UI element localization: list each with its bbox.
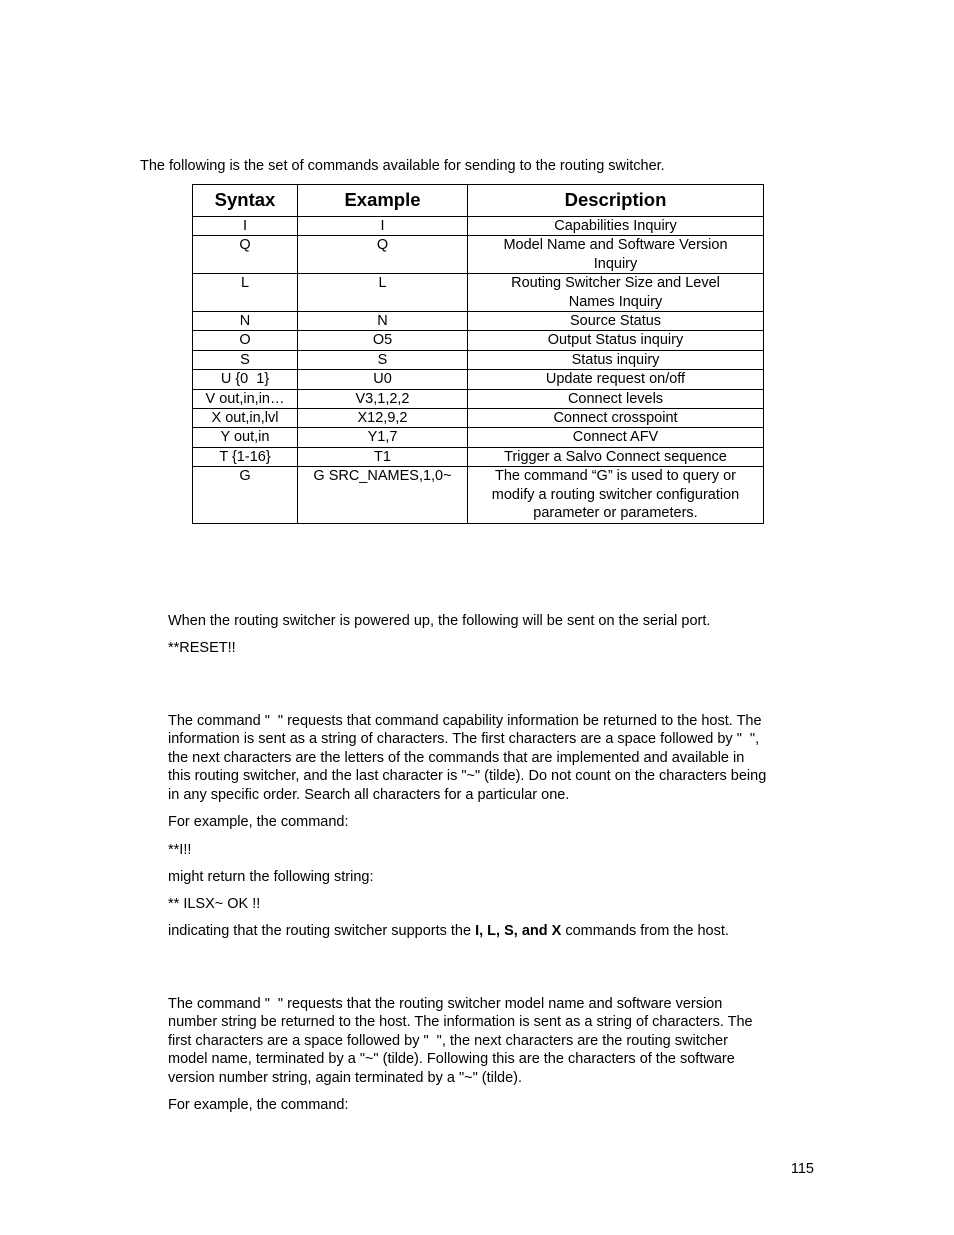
table-row [193, 331, 764, 350]
syntax-cell: V out,in,in… [193, 389, 298, 408]
capability-example-intro: For example, the command: [168, 814, 349, 830]
table-row [193, 409, 764, 428]
syntax-cell: N [193, 312, 298, 331]
description-cell: The command “G” is used to query or modify a routing switcher configuration parameter or parameters. [468, 467, 764, 523]
example-cell: X12,9,2 [298, 409, 468, 428]
model-line-3: first characters are a space followed by " ", the next characters are the routing switcher [168, 1032, 728, 1049]
syntax-cell: Y out,in [193, 428, 298, 447]
model-line-5: version number string, again terminated by a "~" (tilde). [168, 1069, 523, 1086]
table-row [193, 447, 764, 466]
table-row [193, 370, 764, 389]
capability-line-4: this routing switcher, and the last character is "~" (tilde). Do not count on the characters being [168, 768, 767, 785]
example-cell: N [298, 312, 468, 331]
description-cell: Connect crosspoint [468, 409, 764, 428]
table-row [193, 467, 764, 523]
example-cell: O5 [298, 331, 468, 350]
syntax-cell: G [193, 467, 298, 523]
capability-line-2: information is sent as a string of characters. The first characters are a space followed by " ", [168, 731, 760, 748]
model-line-1: The command " " requests that the routing switcher model name and software version [168, 996, 723, 1012]
column-header-syntax: Syntax [193, 185, 298, 217]
description-cell: Update request on/off [468, 370, 764, 389]
description-cell: Output Status inquiry [468, 331, 764, 350]
table-row [193, 312, 764, 331]
description-cell: Connect levels [468, 389, 764, 408]
description-cell: Connect AFV [468, 428, 764, 447]
syntax-cell: O [193, 331, 298, 350]
example-cell: I [298, 217, 468, 236]
capability-conclusion [168, 922, 729, 940]
conclusion-bold: I, L, S, and X [475, 923, 562, 939]
description-cell: Source Status [468, 312, 764, 331]
model-paragraph [168, 995, 753, 1087]
capability-return-intro: might return the following string: [168, 869, 374, 885]
table-row [193, 217, 764, 236]
example-cell: Q [298, 236, 468, 274]
capability-response: ** ILSX~ OK !! [168, 896, 261, 912]
description-cell: Trigger a Salvo Connect sequence [468, 447, 764, 466]
column-header-example: Example [298, 185, 468, 217]
description-cell: Capabilities Inquiry [468, 217, 764, 236]
syntax-cell: I [193, 217, 298, 236]
example-cell: G SRC_NAMES,1,0~ [298, 467, 468, 523]
model-line-4: model name, terminated by a "~" (tilde). Following this are the characters of the software [168, 1051, 735, 1068]
example-cell: U0 [298, 370, 468, 389]
example-cell: L [298, 274, 468, 312]
table-row [193, 350, 764, 369]
example-cell: V3,1,2,2 [298, 389, 468, 408]
example-cell: Y1,7 [298, 428, 468, 447]
model-example-intro: For example, the command: [168, 1097, 349, 1113]
column-header-description: Description [468, 185, 764, 217]
capability-line-3: the next characters are the letters of the commands that are implemented and available in [168, 749, 745, 766]
conclusion-suffix: commands from the host. [561, 923, 729, 939]
description-cell: Routing Switcher Size and Level Names Inquiry [468, 274, 764, 312]
example-cell: S [298, 350, 468, 369]
capability-command: **I!! [168, 842, 192, 858]
description-cell: Model Name and Software Version Inquiry [468, 236, 764, 274]
table-row [193, 428, 764, 447]
table-row [193, 389, 764, 408]
capability-line-5: in any specific order. Search all characters for a particular one. [168, 786, 570, 803]
syntax-cell: X out,in,lvl [193, 409, 298, 428]
commands-table [192, 184, 764, 524]
table-header-row [193, 185, 764, 217]
reset-code: **RESET!! [168, 640, 236, 656]
syntax-cell: L [193, 274, 298, 312]
example-cell: T1 [298, 447, 468, 466]
conclusion-prefix: indicating that the routing switcher supports the [168, 923, 476, 939]
capability-paragraph [168, 712, 766, 804]
table-row [193, 236, 764, 274]
syntax-cell: U {0 1} [193, 370, 298, 389]
model-line-2: number string be returned to the host. The information is sent as a string of characters. The [168, 1014, 753, 1031]
capability-line-1: The command " " requests that command capability information be returned to the host. The [168, 713, 762, 729]
power-up-text: When the routing switcher is powered up, the following will be sent on the serial port. [168, 613, 711, 629]
table-row [193, 274, 764, 312]
syntax-cell: T {1-16} [193, 447, 298, 466]
syntax-cell: Q [193, 236, 298, 274]
intro-text: The following is the set of commands available for sending to the routing switcher. [140, 158, 665, 174]
description-cell: Status inquiry [468, 350, 764, 369]
page-number: 115 [790, 1161, 814, 1177]
syntax-cell: S [193, 350, 298, 369]
